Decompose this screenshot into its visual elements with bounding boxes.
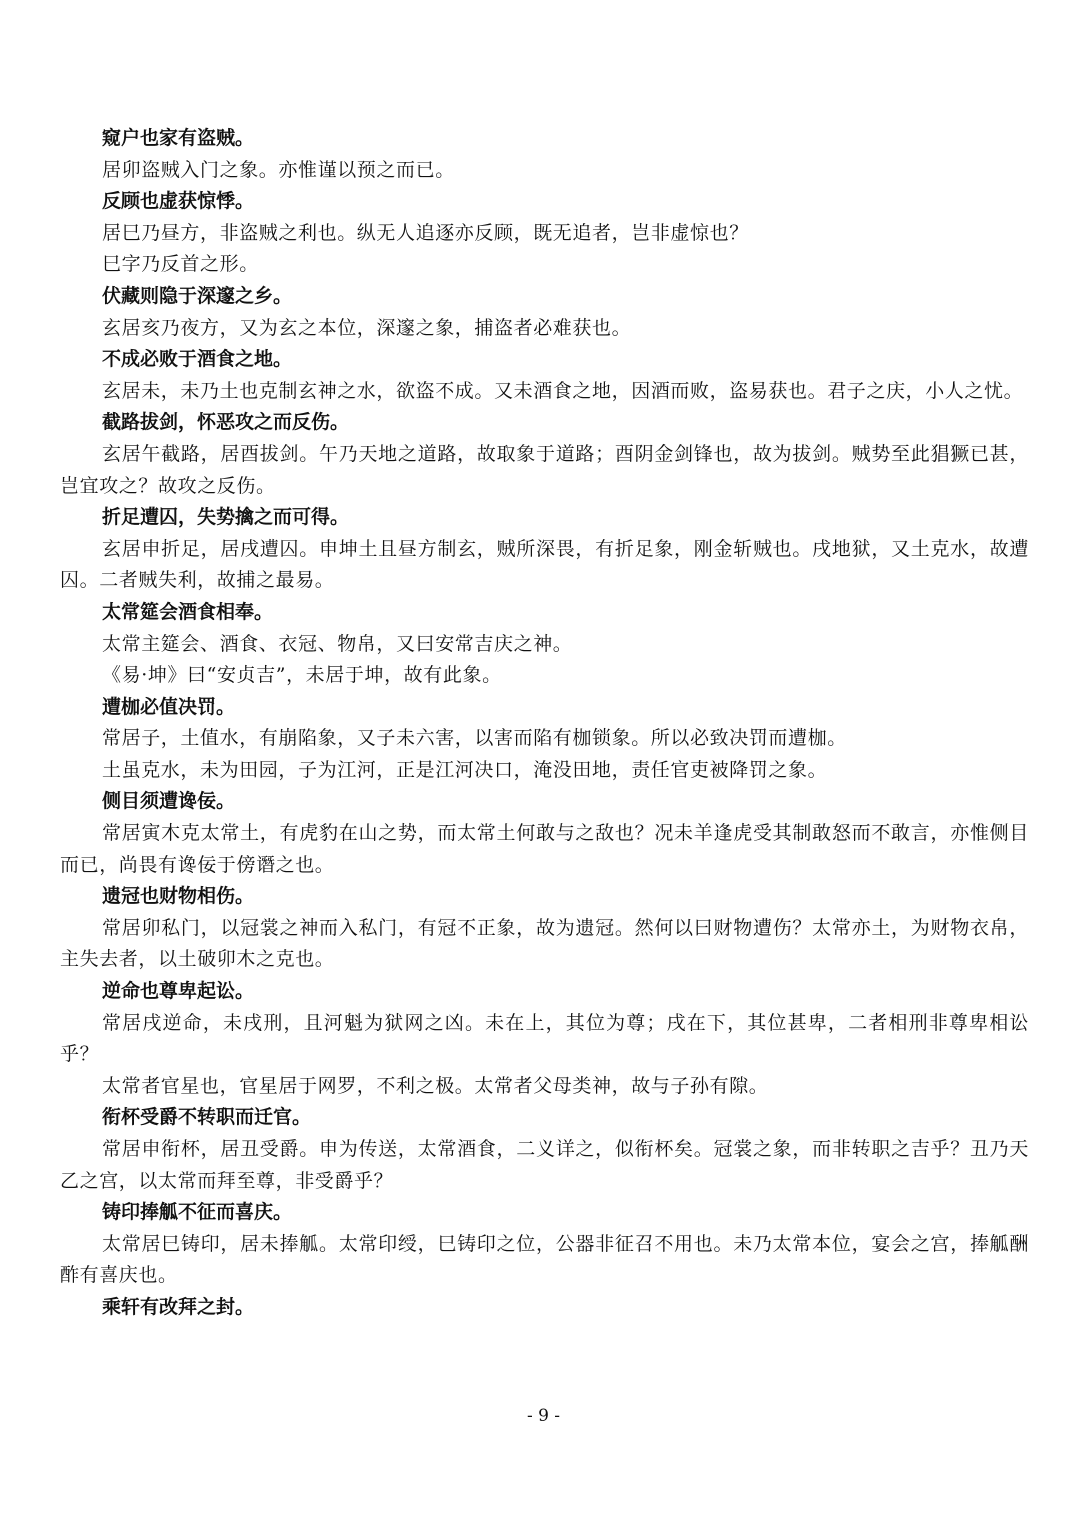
text-line: 玄居亥乃夜方，又为玄之本位，深邃之象，捕盗者必难获也。 <box>102 316 632 339</box>
paragraph: 常居申衔杯，居丑受爵。申为传送，太常酒食，二义详之，似衔杯矣。冠裳之象，而非转职之吉乎？丑乃天乙之宫，以太常而拜至尊，非受爵乎？ <box>60 1138 1029 1192</box>
paragraph: 常居戌逆命，未戌刑，且河魁为狱网之凶。未在上，其位为尊；戌在下，其位甚卑，二者相刑非尊卑相讼乎？ <box>60 1011 1029 1066</box>
text-line: 居巳乃昼方，非盗贼之利也。纵无人追逐亦反顾，既无追者，岂非虚惊也？ <box>102 221 749 244</box>
paragraph: 玄居申折足，居戌遭囚。申坤土且昼方制玄，贼所深畏，有折足象，刚金斩贼也。戌地狱，又土克水，故遭囚。二者贼失利，故捕之最易。 <box>60 537 1029 592</box>
paragraph: 常居卯私门，以冠裳之神而入私门，有冠不正象，故为遗冠。然何以曰财物遭伤？太常亦土，为财物衣帛，主失去者，以土破卯木之克也。 <box>60 916 1029 971</box>
text-line: 土虽克水，未为田园，子为江河，正是江河决口，淹没田地，责任官吏被降罚之象。 <box>102 758 828 781</box>
section-heading: 窥户也家有盗贼。 <box>102 127 255 149</box>
section-heading: 遭枷必值决罚。 <box>102 695 236 718</box>
section-heading: 遗冠也财物相伤。 <box>102 885 255 908</box>
paragraph: 玄居午截路，居酉拔剑。午乃天地之道路，故取象于道路；酉阴金剑锋也，故为拔剑。贼势至此猖獗已甚，岂宜攻之？故攻之反伤。 <box>60 442 1029 497</box>
section-heading: 伏藏则隐于深邃之乡。 <box>102 284 293 307</box>
text-line: 太常主筵会、酒食、衣冠、物帛，又曰安常吉庆之神。 <box>102 632 573 655</box>
paragraph: 常居寅木克太常土，有虎豹在山之势，而太常土何敢与之敌也？况未羊逢虎受其制敢怒而不敢言，亦惟侧目而已，尚畏有谗佞于傍谮之也。 <box>60 822 1029 876</box>
section-heading: 不成必败于酒食之地。 <box>102 348 293 371</box>
section-heading: 逆命也尊卑起讼。 <box>102 980 255 1003</box>
paragraph: 玄居未，未乃土也克制玄神之水，欲盗不成。又未酒食之地，因酒而败，盗易获也。君子之庆，小人之忧。 <box>102 379 1024 402</box>
text-line: 居卯盗贼入门之象。亦惟谨以预之而已。 <box>102 158 455 181</box>
text-line: 常居子，土值水，有崩陷象，又子未六害，以害而陷有枷锁象。所以必致决罚而遭枷。 <box>102 727 847 750</box>
text-line: 巳字乃反首之形。 <box>102 253 259 276</box>
section-heading: 衔杯受爵不转职而迁官。 <box>102 1106 312 1129</box>
section-heading: 反顾也虚获惊悸。 <box>102 190 255 213</box>
page-content <box>60 123 1029 1324</box>
section-heading: 铸印捧觚不征而喜庆。 <box>102 1201 293 1224</box>
text-line: 《易·坤》曰“安贞吉”，未居于坤，故有此象。 <box>102 664 502 687</box>
paragraph: 太常居巳铸印，居未捧觚。太常印绶，巳铸印之位，公器非征召不用也。未乃太常本位，宴会之宫，捧觚酬酢有喜庆也。 <box>60 1232 1029 1287</box>
section-heading: 乘轩有改拜之封。 <box>102 1295 255 1318</box>
section-heading: 侧目须遭谗佞。 <box>102 790 236 813</box>
section-heading: 折足遭囚，失势擒之而可得。 <box>102 506 350 529</box>
section-heading: 截路拔剑，怀恶攻之而反伤。 <box>102 411 350 434</box>
section-heading: 太常筵会酒食相奉。 <box>102 600 274 623</box>
page-number: - 9 - <box>526 1406 561 1426</box>
text-line: 太常者官星也，官星居于网罗，不利之极。太常者父母类神，故与子孙有隙。 <box>102 1074 769 1097</box>
